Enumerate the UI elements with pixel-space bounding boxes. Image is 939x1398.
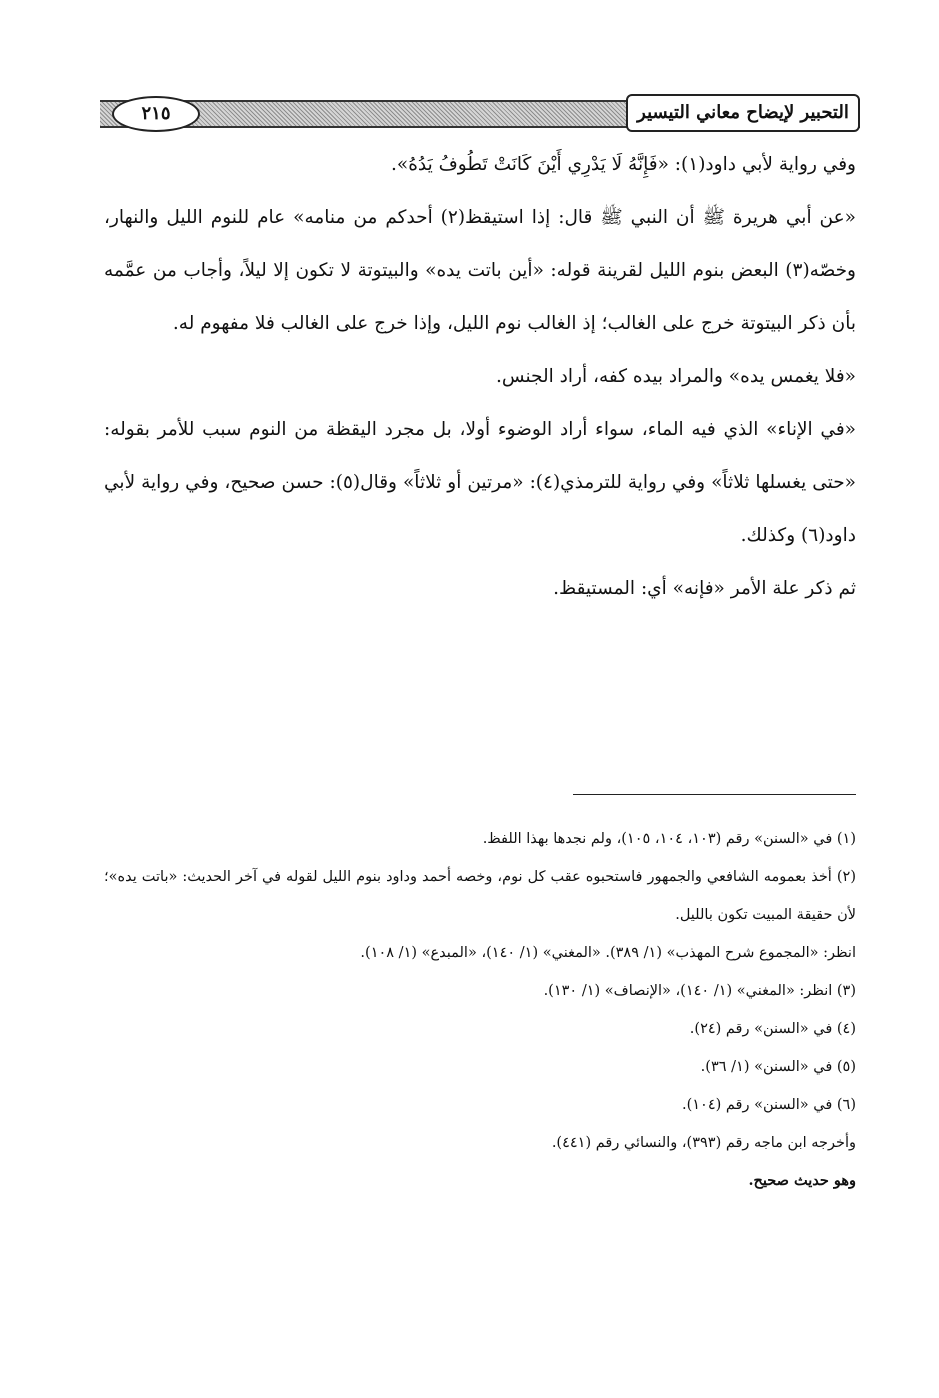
footnote: (١) في «السنن» رقم (١٠٣، ١٠٤، ١٠٥)، ولم نجدها بهذا اللفظ. xyxy=(482,831,856,847)
paragraph: وفي رواية لأبي داود(١): «فَإِنَّهُ لَا يَدْرِي أَيْنَ كَانَتْ تَطُوفُ يَدُهُ». xyxy=(391,154,856,175)
footnotes xyxy=(104,820,856,1200)
footnote: (٦) في «السنن» رقم (١٠٤). xyxy=(681,1097,856,1113)
page-header xyxy=(100,92,860,136)
paragraph: «فلا يغمس يده» والمراد بيده كفه، أراد الجنس. xyxy=(496,366,856,387)
footnote: وهو حديث صحيح. xyxy=(748,1172,856,1189)
paragraph: «في الإناء» الذي فيه الماء، سواء أراد الوضوء أولا، بل مجرد اليقظة من النوم سبب للأمر بقوله: «حتى يغسلها ثلاثاً» وفي رواية للترمذي(٤): «مرتين أو ثلاثاً» وقال(٥): حسن صحيح، وفي رواية لأبي داود(٦) وكذلك. xyxy=(104,419,856,546)
book-title: التحبير لإيضاح معاني التيسير xyxy=(626,94,860,132)
footnote: وأخرجه ابن ماجه رقم (٣٩٣)، والنسائي رقم (٤٤١). xyxy=(551,1135,856,1151)
paragraph: «عن أبي هريرة ﷺ أن النبي ﷺ قال: إذا استيقظ(٢) أحدكم من منامه» عام للنوم الليل والنهار، وخصّه(٣) البعض بنوم الليل لقرينة قوله: «أين باتت يده» والبيتوتة لا تكون إلا ليلاً، وأجاب من عمَّمه بأن ذكر البيتوتة خرج على الغالب؛ إذ الغالب نوم الليل، وإذا خرج على الغالب فلا مفهوم له. xyxy=(104,207,856,334)
footnote: (٥) في «السنن» (١/ ٣٦). xyxy=(700,1059,856,1075)
footnote: (٢) أخذ بعمومه الشافعي والجمهور فاستحبوه عقب كل نوم، وخصه أحمد وداود بنوم الليل لقوله في آخر الحديث: «باتت يده»؛ لأن حقيقة المبيت تكون بالليل. xyxy=(104,869,856,923)
main-text xyxy=(104,138,856,615)
footnote: (٤) في «السنن» رقم (٢٤). xyxy=(689,1021,856,1037)
page-number: ٢١٥ xyxy=(112,96,200,132)
footnote: انظر: «المجموع شرح المهذب» (١/ ٣٨٩). «المغني» (١/ ١٤٠)، «المبدع» (١/ ١٠٨). xyxy=(360,945,856,961)
footnote-separator xyxy=(573,794,856,795)
footnote: (٣) انظر: «المغني» (١/ ١٤٠)، «الإنصاف» (١/ ١٣٠). xyxy=(543,983,856,999)
paragraph: ثم ذكر علة الأمر «فإنه» أي: المستيقظ. xyxy=(553,578,856,599)
